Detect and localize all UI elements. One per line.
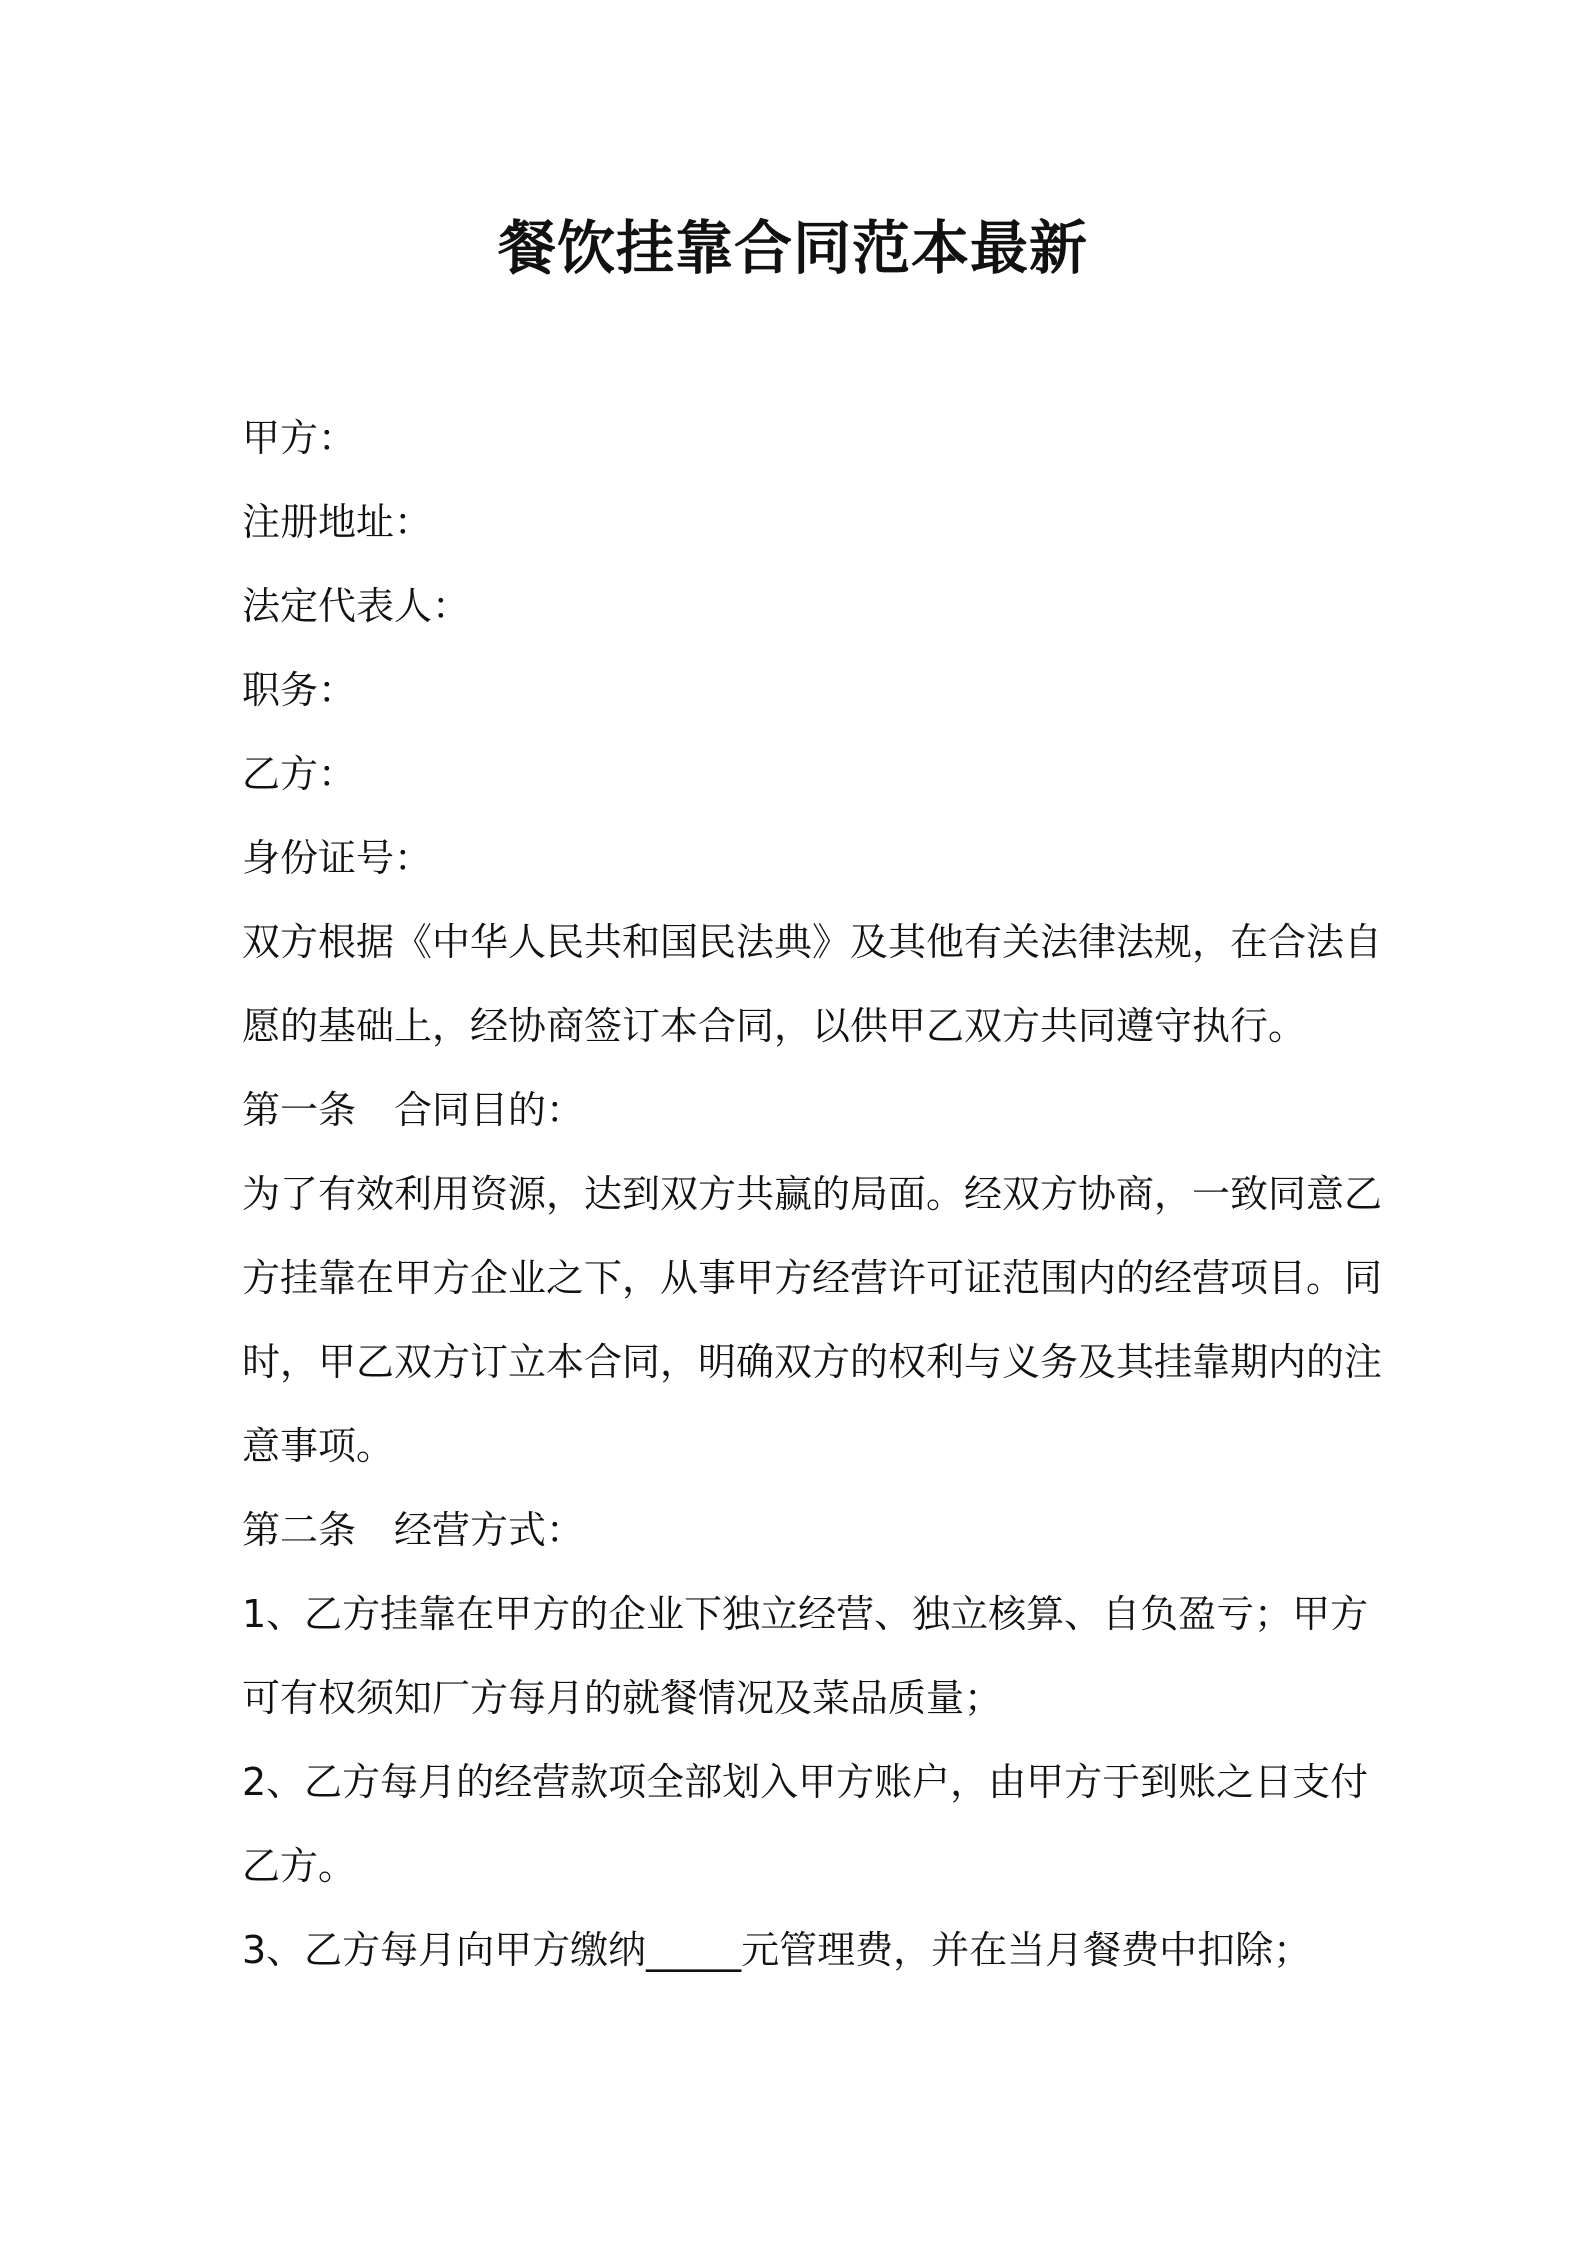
party-a-field: 甲方： <box>242 416 357 460</box>
article-1-text-line: 为了有效利用资源，达到双方共赢的局面。经双方协商，一致同意乙 <box>242 1172 1383 1216</box>
article-2-heading <box>242 1488 1362 1572</box>
article-1-text-line: 方挂靠在甲方企业之下，从事甲方经营许可证范围内的经营项目。同 <box>242 1256 1383 1300</box>
article-2-item-2-line: 乙方。 <box>242 1844 357 1888</box>
registered-address-field: 注册地址： <box>242 500 433 544</box>
article-2-item-2-line: 2、乙方每月的经营款项全部划入甲方账户，由甲方于到账之日支付 <box>242 1760 1369 1804</box>
article-2-item-1-line: 1、乙方挂靠在甲方的企业下独立经营、独立核算、自负盈亏；甲方 <box>242 1592 1369 1636</box>
document-body <box>242 396 1383 1992</box>
article-2-item-1-line: 可有权须知厂方每月的就餐情况及菜品质量； <box>242 1676 1003 1720</box>
party-b-field: 乙方： <box>242 752 357 796</box>
article-2-item-3-line: 3、乙方每月向甲方缴纳_____元管理费，并在当月餐费中扣除； <box>242 1928 1312 1972</box>
article-2-title: 经营方式： <box>394 1508 585 1552</box>
preamble-line: 双方根据《中华人民共和国民法典》及其他有关法律法规，在合法自 <box>242 920 1383 964</box>
id-number-field: 身份证号： <box>242 836 433 880</box>
document-title: 餐饮挂靠合同范本最新 <box>497 214 1088 282</box>
position-field: 职务： <box>242 668 357 712</box>
legal-representative-field: 法定代表人： <box>242 584 471 628</box>
preamble-line: 愿的基础上，经协商签订本合同，以供甲乙双方共同遵守执行。 <box>242 1004 1307 1048</box>
article-1-text-line: 意事项。 <box>242 1424 395 1468</box>
article-1-heading <box>242 1068 1362 1152</box>
article-1-title: 合同目的： <box>394 1088 585 1132</box>
article-2-number: 第二条 <box>242 1508 357 1552</box>
article-1-text-line: 时，甲乙双方订立本合同，明确双方的权利与义务及其挂靠期内的注 <box>242 1340 1383 1384</box>
article-1-number: 第一条 <box>242 1088 357 1132</box>
